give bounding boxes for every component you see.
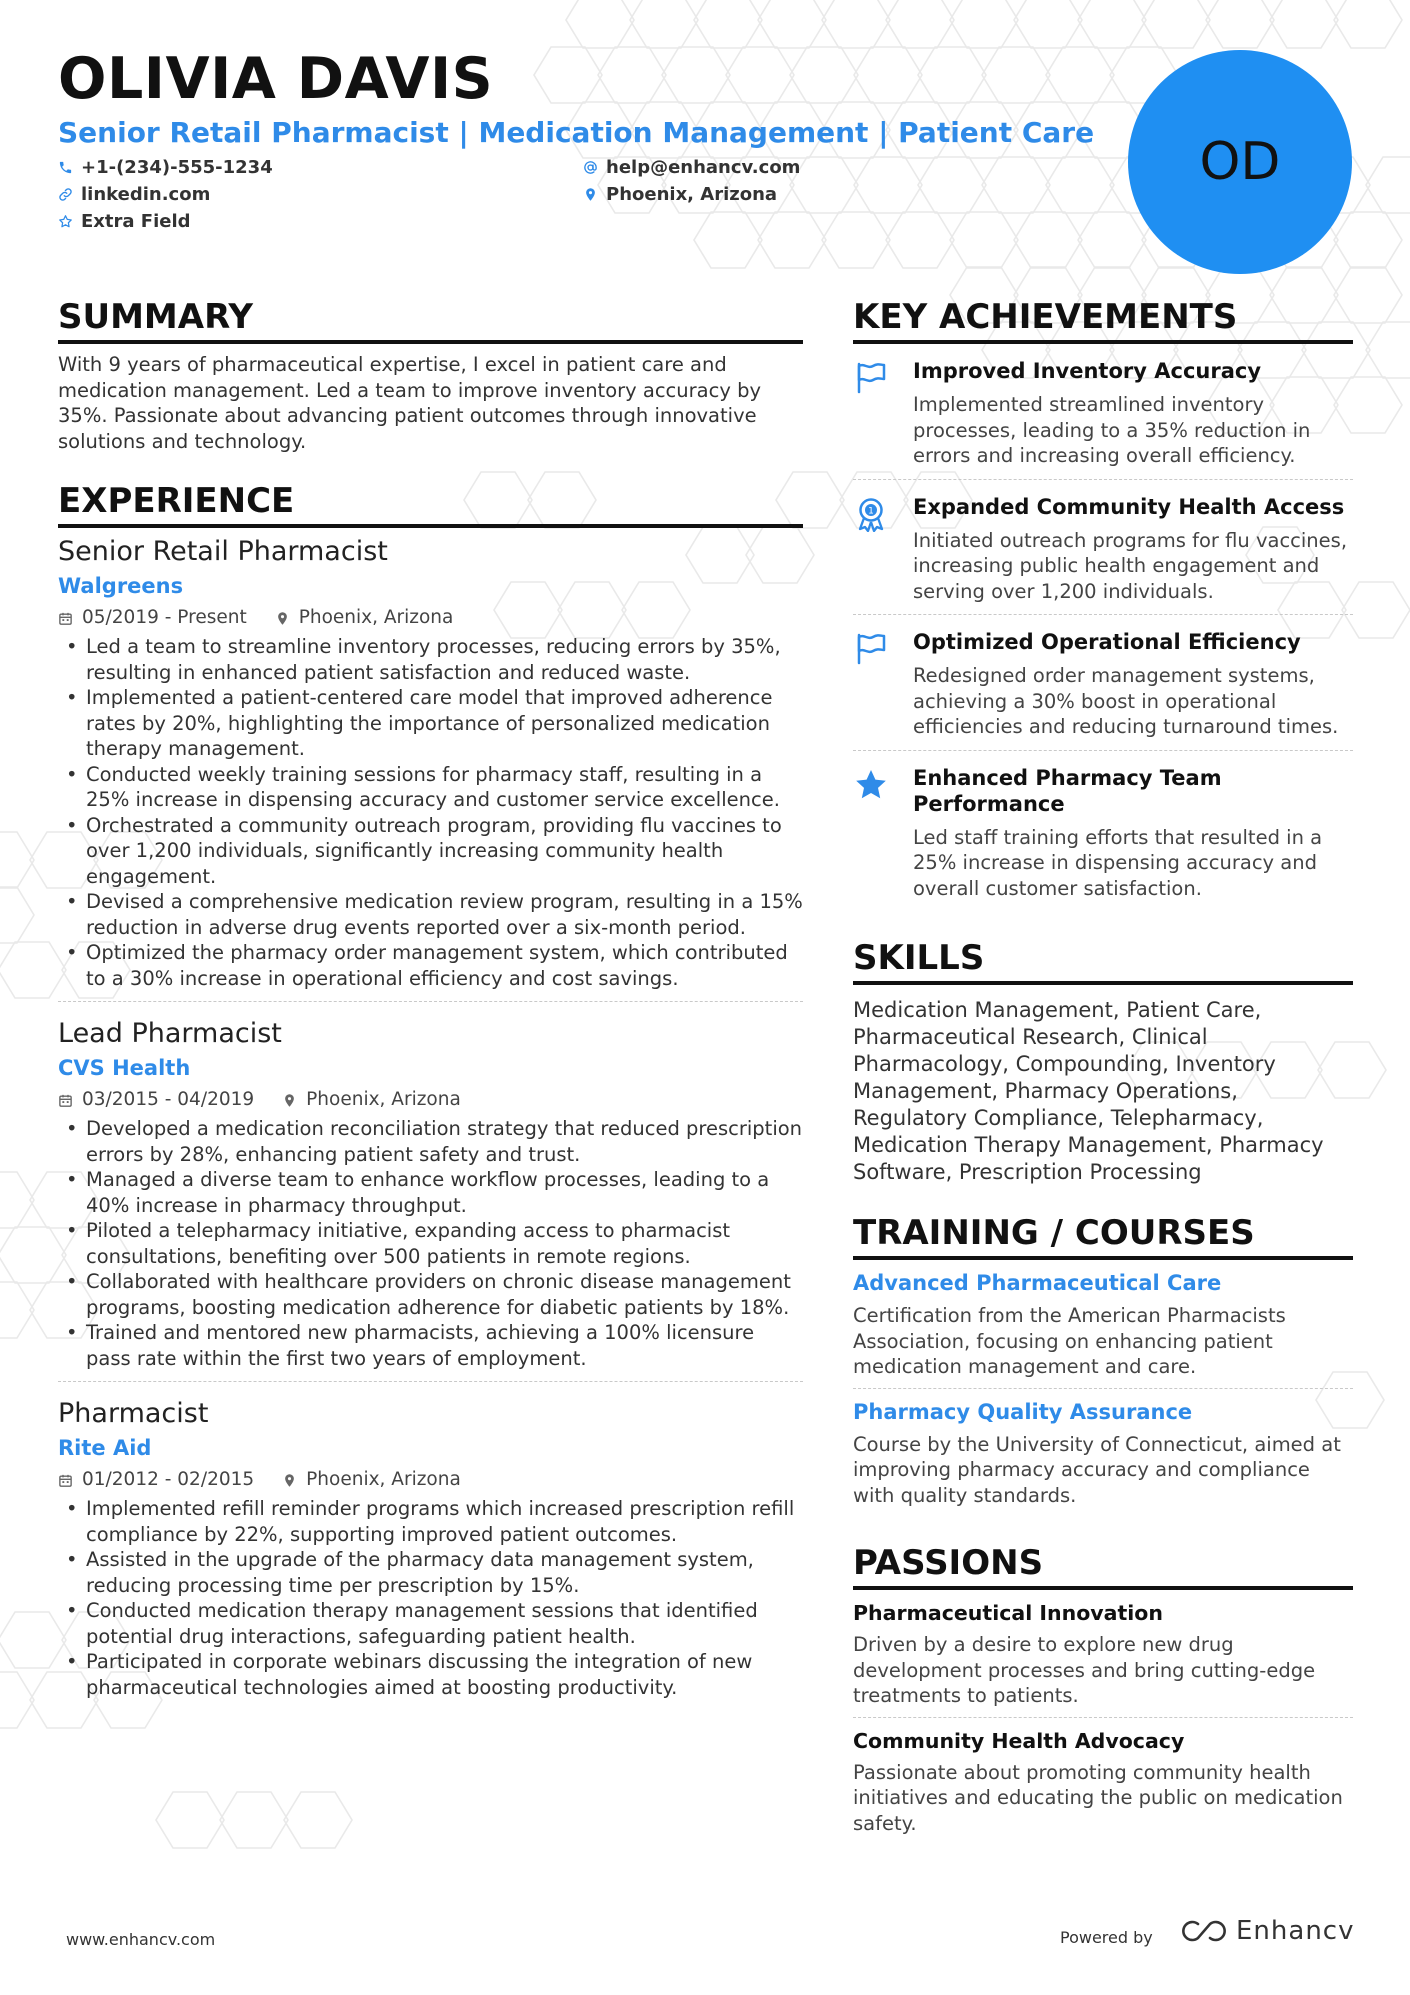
contact-linkedin[interactable] [58,184,210,205]
footer-url[interactable]: www.enhancv.com [66,1930,216,1949]
job-bullet: • Participated in corporate webinars discussing the integration of new pharmaceutical technologies aimed at boosting productivity. [58,1649,803,1700]
job-bullet: • Trained and mentored new pharmacists, achieving a 100% licensure pass rate within the first two years of employment. [58,1320,803,1371]
summary-text: With 9 years of pharmaceutical expertise, I excel in patient care and medication management. Led a team to improve inventory accuracy by 35%. Passionate about advancing patient outcomes through innovative solutions and technology. [58,353,761,453]
achievement-title: Expanded Community Health Access [913,494,1345,519]
achievement-title: Optimized Operational Efficiency [913,630,1301,654]
course-text: Course by the University of Connecticut, aimed at improving pharmacy accuracy and compliance with quality standards. [853,1432,1341,1507]
training-section [853,1212,1353,1516]
link-icon [58,187,73,202]
svg-text:1: 1 [868,506,874,516]
skills-text: Medication Management, Patient Care, Pharmaceutical Research, Clinical Pharmacology, Compounding, Inventory Management, Pharmacy Operations, Regulatory Compliance, Telepharmacy, Medication Therapy Management, Pharmacy Software, Prescription Processing [853,998,1324,1184]
achievement-item [853,479,1353,615]
contact-info [58,157,801,237]
job-bullet: • Led a team to streamline inventory processes, reducing errors by 35%, resulting in enhanced patient satisfaction and reduced waste. [58,634,803,685]
location-pin-icon [583,187,598,202]
job-location [282,1088,461,1112]
course-title[interactable]: Advanced Pharmaceutical Care [853,1271,1222,1295]
job-meta [58,1468,803,1492]
job-bullets [58,1116,803,1371]
job-dates: 03/2015 - 04/2019 [82,1089,255,1110]
passions-title: PASSIONS [853,1542,1353,1590]
job-dates: 05/2019 - Present [82,607,247,628]
contact-email[interactable] [583,157,800,178]
achievement-item [853,344,1353,479]
calendar-icon [58,611,73,626]
calendar-icon [58,1473,73,1488]
job-title: Lead Pharmacist [58,1018,282,1049]
achievement-text: Led staff training efforts that resulted in a 25% increase in dispensing accuracy and overall customer satisfaction. [913,825,1323,900]
avatar [1128,50,1352,274]
passion-text: Passionate about promoting community health initiatives and educating the public on medication safety. [853,1760,1343,1835]
location-pin-icon [282,1093,297,1108]
job-dates: 01/2012 - 02/2015 [82,1469,255,1490]
enhancv-logo[interactable] [1180,1916,1354,1946]
medal-icon [853,496,889,532]
job-location-text: Phoenix, Arizona [298,607,454,628]
experience-title: EXPERIENCE [58,480,803,528]
candidate-headline: Senior Retail Pharmacist | Medication Management | Patient Care [58,116,1095,149]
contact-phone[interactable] [58,157,273,178]
training-title: TRAINING / COURSES [853,1212,1353,1260]
left-column [58,296,803,1736]
star-icon [853,767,889,803]
achievements-section [853,296,1353,911]
phone-text: +1-(234)-555-1234 [81,157,273,178]
star-outline-icon [58,214,73,229]
job-location [282,1468,461,1492]
passion-title: Community Health Advocacy [853,1728,1185,1753]
passion-item [853,1590,1353,1717]
candidate-name: OLIVIA DAVIS [58,46,494,112]
job-bullets [58,1496,803,1700]
job-bullet: • Implemented refill reminder programs which increased prescription refill compliance by 22%, supporting improved patient outcomes. [58,1496,803,1547]
job-meta [58,1088,803,1112]
linkedin-text: linkedin.com [81,184,211,205]
contact-extra-field [58,211,191,232]
phone-icon [58,160,73,175]
course-item [853,1388,1353,1517]
company-name[interactable]: CVS Health [58,1056,191,1080]
passions-section [853,1542,1353,1844]
job-location-text: Phoenix, Arizona [306,1089,461,1110]
passion-item [853,1717,1353,1845]
experience-section [58,480,803,1710]
job-bullet: • Orchestrated a community outreach program, providing flu vaccines to over 1,200 individuals, significantly increasing community health engagement. [58,813,803,890]
job-bullet: • Developed a medication reconciliation strategy that reduced prescription errors by 28%, enhancing patient safety and trust. [58,1116,803,1167]
job-bullet: • Optimized the pharmacy order management system, which contributed to a 30% increase in operational efficiency and cost savings. [58,940,803,991]
job-entry [58,534,803,1001]
company-name[interactable]: Rite Aid [58,1436,152,1460]
job-bullet: • Implemented a patient-centered care model that improved adherence rates by 20%, highlighting the importance of personalized medication therapy management. [58,685,803,762]
location-text: Phoenix, Arizona [606,184,778,205]
location-pin-icon [282,1473,297,1488]
job-location [275,606,454,630]
achievement-title: Improved Inventory Accuracy [913,359,1262,383]
achievement-item [853,750,1353,912]
course-text: Certification from the American Pharmacists Association, focusing on enhancing patient medication management and care. [853,1304,1286,1378]
at-icon [583,160,598,175]
skills-title: SKILLS [853,937,1353,985]
job-location-text: Phoenix, Arizona [306,1469,461,1490]
job-bullet: • Devised a comprehensive medication review program, resulting in a 15% reduction in adverse drug events reported over a six-month period. [58,889,803,940]
company-name[interactable]: Walgreens [58,574,184,598]
job-bullets [58,634,803,991]
job-entry [58,1381,803,1710]
flag-icon [853,631,889,667]
footer-powered-by: Powered by [1060,1928,1153,1947]
job-bullet: • Piloted a telepharmacy initiative, expanding access to pharmacist consultations, benefiting over 500 patients in remote regions. [58,1218,803,1269]
achievement-text: Initiated outreach programs for flu vaccines, increasing public health engagement and serving over 1,200 individuals. [913,528,1348,603]
job-bullet: • Managed a diverse team to enhance workflow processes, leading to a 40% increase in pharmacy throughput. [58,1167,803,1218]
avatar-initials: OD [1199,132,1281,192]
job-title: Senior Retail Pharmacist [58,536,388,567]
job-entry [58,1001,803,1381]
passion-title: Pharmaceutical Innovation [853,1601,1163,1625]
job-meta [58,606,803,630]
enhancv-logo-text: Enhancv [1236,1916,1355,1946]
enhancv-logo-icon [1180,1916,1228,1946]
achievement-text: Redesigned order management systems, achieving a 30% boost in operational efficiencies and reducing turnaround times. [913,664,1339,738]
skills-section [853,937,1353,1186]
flag-icon [853,360,889,396]
achievement-item [853,614,1353,750]
extra-field-text: Extra Field [81,211,191,232]
email-text: help@enhancv.com [606,157,801,178]
course-item [853,1260,1353,1388]
job-bullet: • Conducted weekly training sessions for pharmacy staff, resulting in a 25% increase in dispensing accuracy and customer service excellence. [58,762,803,813]
calendar-icon [58,1093,73,1108]
course-title[interactable]: Pharmacy Quality Assurance [853,1399,1193,1424]
job-bullet: • Collaborated with healthcare providers on chronic disease management programs, boosting medication adherence for diabetic patients by 18%. [58,1269,803,1320]
contact-location [583,184,777,205]
location-pin-icon [275,611,290,626]
achievement-text: Implemented streamlined inventory processes, leading to a 35% reduction in errors and increasing overall efficiency. [913,393,1311,467]
summary-title: SUMMARY [58,296,803,344]
achievements-title: KEY ACHIEVEMENTS [853,296,1353,344]
job-bullet: • Conducted medication therapy management sessions that identified potential drug interactions, safeguarding patient health. [58,1598,803,1649]
achievement-title: Enhanced Pharmacy Team Performance [913,765,1222,816]
job-title: Pharmacist [58,1398,209,1429]
job-bullet: • Assisted in the upgrade of the pharmacy data management system, reducing processing time per prescription by 15%. [58,1547,803,1598]
right-column [853,296,1353,1870]
passion-text: Driven by a desire to explore new drug development processes and bring cutting-edge treatments to patients. [853,1633,1316,1707]
summary-section [58,296,803,454]
